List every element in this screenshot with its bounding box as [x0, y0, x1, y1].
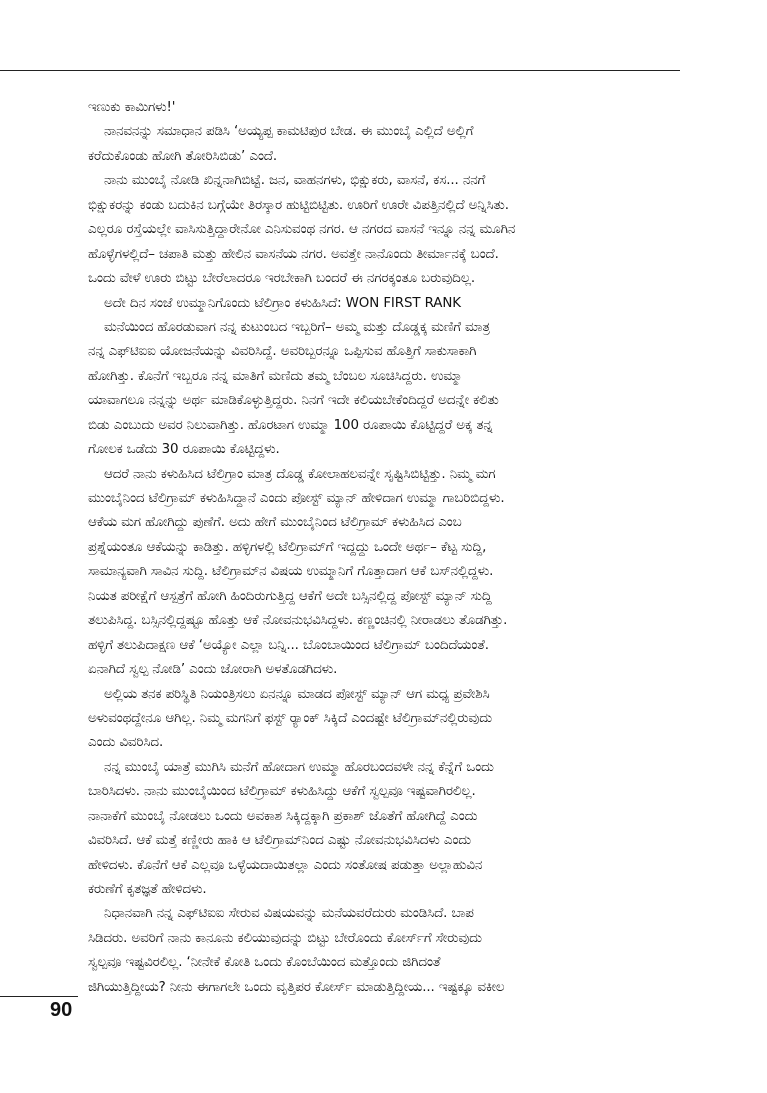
text-line: ನಾನಾಕೆಗೆ ಮುಂಬೈ ನೋಡಲು ಒಂದು ಅವಕಾಶ ಸಿಕ್ಕಿದ್ದಕ್ಕಾಗಿ ಪ್ರಕಾಶ್ ಜೊತೆಗೆ ಹೋಗಿದ್ದೆ ಎಂದು	[88, 808, 478, 824]
footer-rule	[0, 996, 78, 997]
text-line: ಸ್ವಲ್ಪವೂ ಇಷ್ಟವಿರಲಿಲ್ಲ. ‘ನೀನೇಕೆ ಕೋತಿ ಒಂದು ಕೊಂಬೆಯಿಂದ ಮತ್ತೊಂದು ಜಿಗಿದಂತೆ	[88, 955, 441, 971]
text-line: ಅದೇ ದಿನ ಸಂಜೆ ಉಮ್ಮಾನಿಗೊಂದು ಟೆಲಿಗ್ರಾಂ ಕಳುಹಿಸಿದೆ: WON FIRST RANK	[104, 295, 461, 311]
text-line: ಬಾರಿಸಿದಳು. ನಾನು ಮುಂಬೈಯಿಂದ ಟೆಲಿಗ್ರಾಮ್ ಕಳುಹಿಸಿದ್ದು ಆಕೆಗೆ ಸ್ವಲ್ಪವೂ ಇಷ್ಟವಾಗಿರಲಿಲ್ಲ.	[88, 784, 476, 800]
text-line: ಕರೆದುಕೊಂಡು ಹೋಗಿ ತೋರಿಸಿಬಿಡು’ ಎಂದೆ.	[88, 148, 278, 164]
text-line: ಮನೆಯಿಂದ ಹೊರಡುವಾಗ ನನ್ನ ಕುಟುಂಬದ ಇಬ್ಬರಿಗೆ– ಅಮ್ಮ ಮತ್ತು ದೊಡ್ಡಕ್ಕ ಮಣಿಗೆ ಮಾತ್ರ	[104, 319, 490, 335]
text-line: ಜಿಗಿಯುತ್ತಿದ್ದೀಯ? ನೀನು ಈಗಾಗಲೇ ಒಂದು ವೃತ್ತಿಪರ ಕೋರ್ಸ್ ಮಾಡುತ್ತಿದ್ದೀಯ... ಇಷ್ಟಕ್ಕೂ ವಕೀಲ	[88, 979, 505, 995]
text-line: ಒಂದು ವೇಳೆ ಊರು ಬಿಟ್ಟು ಬೇರೆಲಾದರೂ ಇರಬೇಕಾಗಿ ಬಂದರೆ ಈ ನಗರಕ್ಕಂತೂ ಬರುವುದಿಲ್ಲ.	[88, 271, 476, 287]
text-line: ಮುಂಬೈನಿಂದ ಟೆಲಿಗ್ರಾಮ್ ಕಳುಹಿಸಿದ್ದಾನೆ ಎಂದು ಪೋಸ್ಟ್ ಮ್ಯಾನ್ ಹೇಳಿದಾಗ ಉಮ್ಮಾ ಗಾಬರಿಬಿದ್ದಳು.	[88, 491, 505, 506]
text-line: ಹೇಳಿದಳು. ಕೊನೆಗೆ ಆಕೆ ಎಲ್ಲವೂ ಒಳ್ಳೆಯದಾಯಿತಲ್ಲಾ ಎಂದು ಸಂತೋಷ ಪಡುತ್ತಾ ಅಲ್ಲಾಹುವಿನ	[88, 857, 483, 873]
page-number: 90	[50, 999, 73, 1021]
text-line: ಗೋಲಕ ಒಡೆದು 30 ರೂಪಾಯಿ ಕೊಟ್ಟಿದ್ದಳು.	[88, 442, 280, 458]
text-line: ತಲುಪಿಸಿದ್ದ. ಬಸ್ಸಿನಲ್ಲಿದ್ದಷ್ಟೂ ಹೊತ್ತು ಆಕೆ ನೋವನುಭವಿಸಿದ್ದಳು. ಕಣ್ಣಂಚಿನಲ್ಲಿ ನೀರಾಡಲು ತೊಡಗಿತ್ತು.	[88, 613, 508, 629]
text-line: ಭಿಕ್ಷುಕರನ್ನು ಕಂಡು ಬದುಕಿನ ಬಗ್ಗೆಯೇ ತಿರಸ್ಕಾರ ಹುಟ್ಟಿಬಿಟ್ಟಿತು. ಊರಿಗೆ ಊರೇ ವಿಪತ್ತಿನಲ್ಲಿದೆ ಅನ್ನಿಸಿತು.	[88, 197, 509, 213]
text-line: ಆದರೆ ನಾನು ಕಳುಹಿಸಿದ ಟೆಲಿಗ್ರಾಂ ಮಾತ್ರ ದೊಡ್ಡ ಕೋಲಾಹಲವನ್ನೇ ಸೃಷ್ಟಿಸಿಬಿಟ್ಟಿತ್ತು. ನಿಮ್ಮ ಮಗ	[104, 466, 496, 482]
text-line: ವಿವರಿಸಿದೆ. ಆಕೆ ಮತ್ತೆ ಕಣ್ಣೀರು ಹಾಕಿ ಆ ಟೆಲಿಗ್ರಾಮ್‌ನಿಂದ ಎಷ್ಟು ನೋವನುಭವಿಸಿದಳು ಎಂದು	[88, 833, 472, 849]
text-line: ಹೋಗಿತ್ತು. ಕೊನೆಗೆ ಇಬ್ಬರೂ ನನ್ನ ಮಾತಿಗೆ ಮಣಿದು ತಮ್ಮ ಬೆಂಬಲ ಸೂಚಿಸಿದ್ದರು. ಉಮ್ಮಾ	[88, 368, 463, 384]
text-line: ಪ್ರಶ್ನೆಯಂತೂ ಆಕೆಯನ್ನು ಕಾಡಿತ್ತು. ಹಳ್ಳಿಗಳಲ್ಲಿ ಟೆಲಿಗ್ರಾಮ್‌ಗೆ ಇದ್ದದ್ದು ಒಂದೇ ಅರ್ಥ– ಕೆಟ್ಟ ಸುದ್ದಿ,	[88, 539, 487, 555]
text-line: ಅಳುವಂಥದ್ದೇನೂ ಆಗಿಲ್ಲ. ನಿಮ್ಮ ಮಗನಿಗೆ ಫಸ್ಟ್ ರ‍್ಯಾಂಕ್ ಸಿಕ್ಕಿದೆ ಎಂದಷ್ಟೇ ಟೆಲಿಗ್ರಾಮ್‌ನಲ್ಲಿರುವುದು	[88, 710, 493, 726]
text-line: ಎಲ್ಲರೂ ರಸ್ತೆಯಲ್ಲೇ ವಾಸಿಸುತ್ತಿದ್ದಾರೇನೋ ಎನಿಸುವಂಥ ನಗರ. ಆ ನಗರದ ವಾಸನೆ ಇನ್ನೂ ನನ್ನ ಮೂಗಿನ	[88, 222, 516, 238]
text-line: ಬಿಡು ಎಂಬುದು ಅವರ ನಿಲುವಾಗಿತ್ತು. ಹೊರಟಾಗ ಉಮ್ಮಾ 100 ರೂಪಾಯಿ ಕೊಟ್ಟಿದ್ದರೆ ಅಕ್ಕ ತನ್ನ	[88, 417, 493, 433]
text-line: ಕರುಣೆಗೆ ಕೃತಜ್ಞತೆ ಹೇಳಿದಳು.	[88, 882, 207, 897]
text-line: ಇಣುಕು ಕಾಮಿಗಳು!'	[88, 100, 176, 115]
text-line: ಹಳ್ಳಿಗೆ ತಲುಪಿದಾಕ್ಷಣ ಆಕೆ ‘ಅಯ್ಯೋ ಎಲ್ಲಾ ಬನ್ನಿ... ಬೊಂಬಾಯಿಂದ ಟೆಲಿಗ್ರಾಮ್ ಬಂದಿದೆಯಂತೆ.	[88, 637, 489, 653]
text-line: ನನ್ನ ಮುಂಬೈ ಯಾತ್ರೆ ಮುಗಿಸಿ ಮನೆಗೆ ಹೋದಾಗ ಉಮ್ಮಾ ಹೊರಬಂದವಳೇ ನನ್ನ ಕೆನ್ನೆಗೆ ಒಂದು	[104, 759, 494, 775]
page-body-text	[88, 96, 688, 1000]
text-line: ನಿಧಾನವಾಗಿ ನನ್ನ ಎಫ್‌ಟಿಐಐ ಸೇರುವ ವಿಷಯವನ್ನು ಮನೆಯವರೆದುರು ಮಂಡಿಸಿದೆ. ಬಾಪ	[104, 906, 474, 922]
text-line: ಆಕೆಯ ಮಗ ಹೋಗಿದ್ದು ಪುಣೆಗೆ. ಅದು ಹೇಗೆ ಮುಂಬೈನಿಂದ ಟೆಲಿಗ್ರಾಮ್ ಕಳುಹಿಸಿದ ಎಂಬ	[88, 515, 462, 531]
text-line: ಎಂದು ವಿವರಿಸಿದ.	[88, 735, 164, 751]
top-rule	[0, 70, 680, 71]
text-line: ನಾನವನನ್ನು ಸಮಾಧಾನ ಪಡಿಸಿ ‘ಅಯ್ಯಪ್ಪ ಕಾಮಟಿಪುರ ಬೇಡ. ಈ ಮುಂಬೈ ಎಲ್ಲಿದೆ ಅಲ್ಲಿಗೆ	[104, 124, 474, 140]
text-line: ಸಾಮಾನ್ಯವಾಗಿ ಸಾವಿನ ಸುದ್ದಿ. ಟೆಲಿಗ್ರಾಮ್‌ನ ವಿಷಯ ಉಮ್ಮಾನಿಗೆ ಗೊತ್ತಾದಾಗ ಆಕೆ ಬಸ್‌ನಲ್ಲಿದ್ದಳು.	[88, 564, 494, 580]
text-line: ನಿಯತ ಪರೀಕ್ಷೆಗೆ ಆಸ್ಪತ್ರೆಗೆ ಹೋಗಿ ಹಿಂದಿರುಗುತ್ತಿದ್ದ ಆಕೆಗೆ ಅದೇ ಬಸ್ಸಿನಲ್ಲಿದ್ದ ಪೋಸ್ಟ್ ಮ್ಯಾನ್ ಸುದ್ದಿ	[88, 588, 492, 604]
text-line: ಸಿಡಿದರು. ಅವರಿಗೆ ನಾನು ಕಾನೂನು ಕಲಿಯುವುದನ್ನು ಬಿಟ್ಟು ಬೇರೊಂದು ಕೋರ್ಸ್‌ಗೆ ಸೇರುವುದು	[88, 930, 482, 946]
text-line: ಹೊಳ್ಳೆಗಳಲ್ಲಿದೆ– ಚಪಾತಿ ಮತ್ತು ಹೇಲಿನ ವಾಸನೆಯ ನಗರ. ಅವತ್ತೇ ನಾನೊಂದು ತೀರ್ಮಾನಕ್ಕೆ ಬಂದೆ.	[88, 246, 499, 262]
text-line: ನಾನು ಮುಂಬೈ ನೋಡಿ ಖಿನ್ನನಾಗಿಬಿಟ್ಟೆ. ಜನ, ವಾಹನಗಳು, ಭಿಕ್ಷುಕರು, ವಾಸನೆ, ಕಸ... ನನಗೆ	[104, 173, 486, 189]
text-line: ನನ್ನ ಎಫ್‌ಟಿಐಐ ಯೋಜನೆಯನ್ನು ವಿವರಿಸಿದ್ದೆ. ಅವರಿಬ್ಬರನ್ನೂ ಒಪ್ಪಿಸುವ ಹೊತ್ತಿಗೆ ಸಾಕುಸಾಕಾಗಿ	[88, 344, 477, 360]
text-line: ಏನಾಗಿದೆ ಸ್ವಲ್ಪ ನೋಡಿ’ ಎಂದು ಜೋರಾಗಿ ಅಳತೊಡಗಿದಳು.	[88, 662, 338, 678]
text-line: ಅಲ್ಲಿಯ ತನಕ ಪರಿಸ್ಥಿತಿ ನಿಯಂತ್ರಿಸಲು ಏನನ್ನೂ ಮಾಡದ ಪೋಸ್ಟ್ ಮ್ಯಾನ್ ಆಗ ಮಧ್ಯ ಪ್ರವೇಶಿಸಿ	[104, 686, 490, 702]
text-line: ಯಾವಾಗಲೂ ನನ್ನನ್ನು ಅರ್ಥ ಮಾಡಿಕೊಳ್ಳುತ್ತಿದ್ದರು. ನಿನಗೆ ಇದೇ ಕಲಿಯಬೇಕೆಂದಿದ್ದರೆ ಅದನ್ನೇ ಕಲಿತು	[88, 393, 499, 409]
